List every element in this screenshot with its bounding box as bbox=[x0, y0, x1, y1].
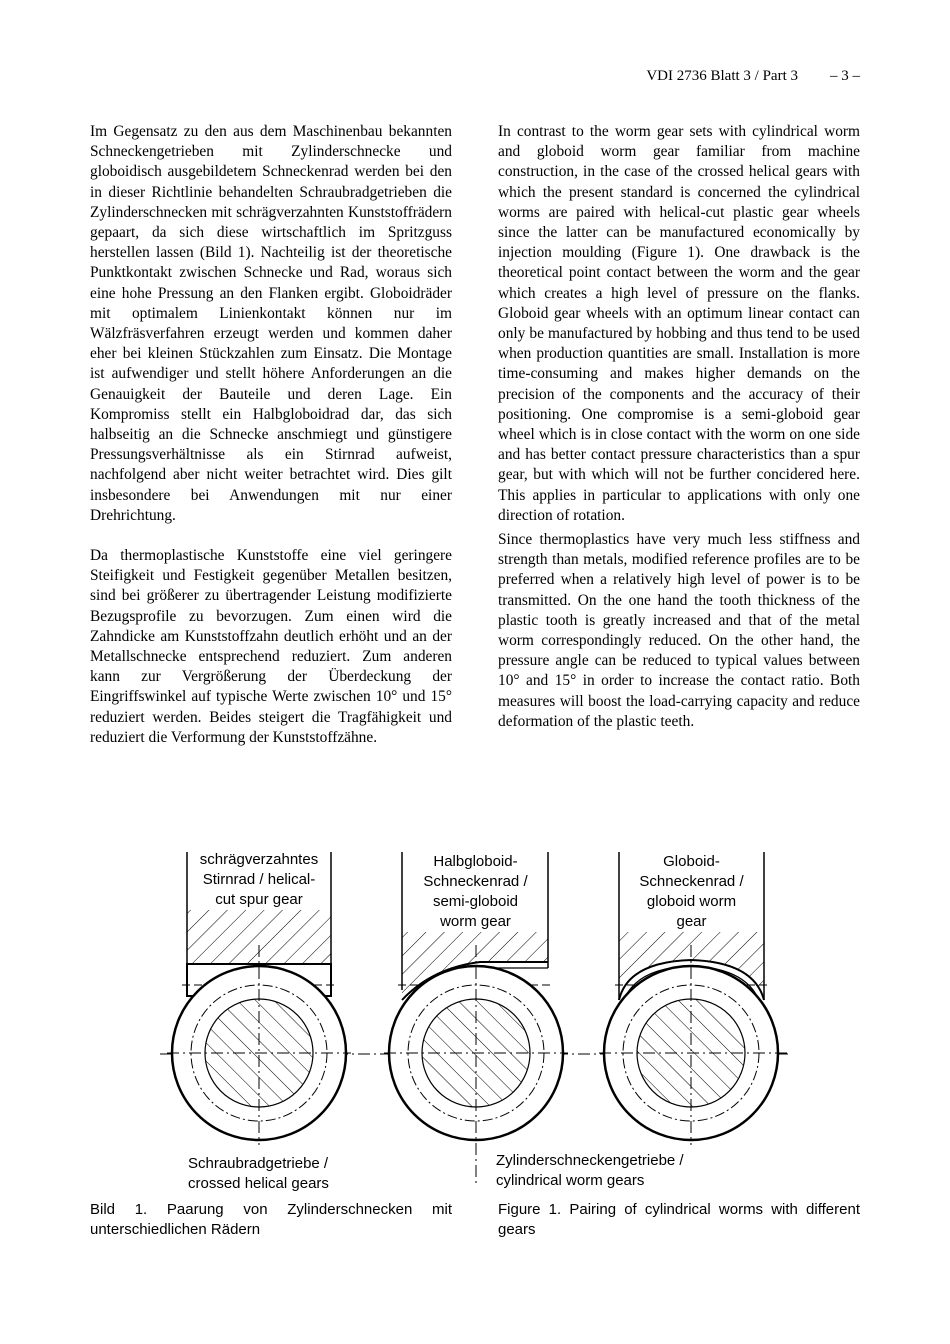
standard-title: VDI 2736 Blatt 3 / Part 3 bbox=[646, 68, 798, 84]
english-column bbox=[498, 122, 860, 732]
german-paragraph-2: Da thermoplastische Kunststoffe eine viel geringere Steifigkeit und Festigkeit gegenüber Metallen besitzen, sind bei größerer zu übertragender Leistung modifizierte Bezugsprofile zu bevorzugen. Zum einen wird die Zahndicke am Kunststoffzahn deutlich erhöht und an der Metallschnecke entsprechend reduziert. Zum anderen kann zur Vergrößerung der Überdeckung der Eingriffswinkel auf typische Werte zwischen 10° und 15° reduziert werden. Beides steigert die Tragfähigkeit und reduziert die Verformung der Kunststoffzähne. bbox=[90, 547, 452, 746]
english-paragraph-1: In contrast to the worm gear sets with cylindrical worm and globoid worm gear familiar from machine construction, in the case of the crossed helical gears with which the present standard is concerned the cylindrical worms are paired with helical-cut plastic gear wheels since the latter can be manufactured economically by injection moulding (Figure 1). One drawback is the theoretical point contact between the worm and the gear which creates a high level of pressure on the flanks. Globoid gear wheels with an optimum linear contact can only be manufactured by hobbing and thus tend to be used when production quantities are small. Installation is more time-consuming and makes higher demands on the precision of the components and the accuracy of their positioning. One compromise is a semi-globoid gear wheel which is in close contact with the worm on one side and has better contact pressure characteristics than a spur gear, but with which will not be further concidered here. This applies in particular to applications with only one direction of rotation. bbox=[498, 123, 860, 524]
page-header bbox=[0, 68, 860, 85]
german-column bbox=[90, 122, 452, 748]
english-paragraph-2: Since thermoplastics have very much less stiffness and strength than metals, modified reference profiles are to be preferred when a relatively high level of power is to be transmitted. On the one hand the tooth thickness of the plastic tooth is greatly increased and that of the metal worm correspondingly reduced. On the other hand, the pressure angle can be reduced to typical values between 10° and 15° in order to increase the contact ratio. Both measures will boost the load-carrying capacity and reduce deformation of the plastic teeth. bbox=[498, 531, 860, 730]
caption-english: Figure 1. Pairing of cylindrical worms with different gears bbox=[498, 1201, 860, 1238]
page-number: – 3 – bbox=[830, 68, 860, 84]
label-helical-spur-gear: schrägverzahntes Stirnrad / helical- cut spur gear bbox=[188, 850, 330, 910]
label-cylindrical-worm-gears: Zylinderschneckengetriebe / cylindrical worm gears bbox=[496, 1152, 684, 1189]
caption-german: Bild 1. Paarung von Zylinderschnecken mit unterschiedlichen Rädern bbox=[90, 1201, 452, 1238]
label-semi-globoid-gear: Halbgloboid- Schneckenrad / semi-globoid worm gear bbox=[404, 852, 547, 932]
german-paragraph-1: Im Gegensatz zu den aus dem Maschinenbau bekannten Schneckengetrieben mit Zylinderschnecke und globoidisch ausgebildetem Schneckenrad werden bei den in dieser Richtlinie behandelten Schraubradgetrieben die Zylinderschnecken mit schrägverzahnten Kunststoffrädern gepaart, da sich diese wirtschaftlich im Spritzguss herstellen lassen (Bild 1). Nachteilig ist der theoretische Punktkontakt zwischen Schnecke und Rad, woraus sich eine hohe Pressung an den Flanken ergibt. Globoidräder mit optimalem Linienkontakt können nur im Wälzfräsverfahren erzeugt werden und kommen daher eher bei kleinen Stückzahlen zum Einsatz. Die Montage ist aufwendiger und stellt höhere Anforderungen an die Genauigkeit der Bauteile und deren Lage. Ein Kompromiss stellt ein Halbgloboidrad dar, das sich halbseitig an die Schnecke anschmiegt und günstigere Pressungsverhältnisse als ein Stirnrad aufweist, nachfolgend aber nicht weiter betrachtet wird. Dies gilt insbesondere bei Anwendungen mit nur einer Drehrichtung. bbox=[90, 123, 452, 524]
label-crossed-helical-gears: Schraubradgetriebe / crossed helical gears bbox=[188, 1155, 329, 1192]
label-globoid-gear: Globoid- Schneckenrad / globoid worm gear bbox=[620, 852, 763, 932]
figure-1 bbox=[150, 840, 800, 1200]
